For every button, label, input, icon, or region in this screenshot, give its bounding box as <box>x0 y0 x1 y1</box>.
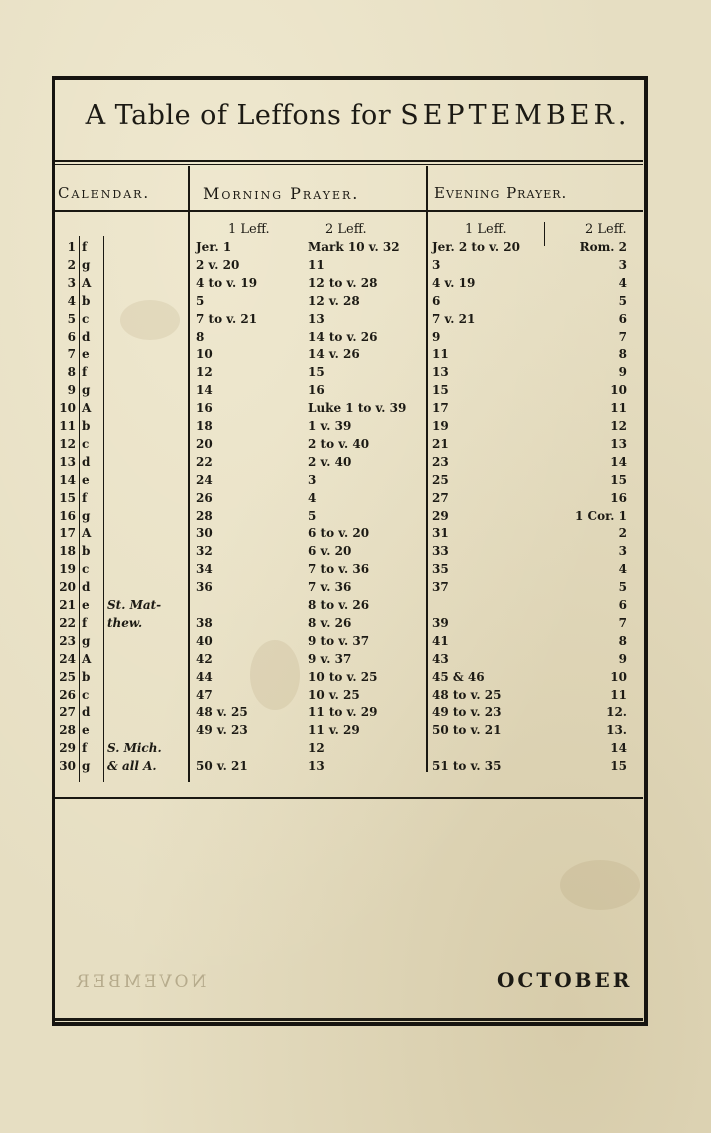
row-day-number: 15 <box>59 490 76 505</box>
row-dominical-letter: f <box>82 741 88 756</box>
subheader-morning-first: 1 Leff. <box>228 222 270 237</box>
row-morning-second-lesson: 16 <box>308 383 325 398</box>
row-evening-first-lesson: 23 <box>432 454 449 469</box>
row-day-number: 29 <box>59 741 76 756</box>
row-morning-first-lesson: 38 <box>196 615 213 630</box>
row-morning-first-lesson: 26 <box>196 490 213 505</box>
rule-under-table <box>55 797 643 799</box>
row-morning-second-lesson: 5 <box>308 508 317 523</box>
row-evening-first-lesson: 27 <box>432 490 449 505</box>
row-evening-first-lesson: 51 to v. 35 <box>432 759 502 774</box>
row-morning-first-lesson: 30 <box>196 526 213 541</box>
row-dominical-letter: e <box>82 472 90 487</box>
row-morning-second-lesson: 11 v. 29 <box>308 723 360 738</box>
row-day-number: 27 <box>59 705 76 720</box>
row-day-number: 12 <box>59 436 76 451</box>
row-morning-first-lesson: 49 v. 23 <box>196 723 248 738</box>
row-evening-second-lesson: 6 <box>618 311 627 326</box>
row-day-number: 9 <box>67 383 76 398</box>
row-day-number: 28 <box>59 723 76 738</box>
row-morning-second-lesson: 6 v. 20 <box>308 544 352 559</box>
row-dominical-letter: f <box>82 365 88 380</box>
row-day-number: 30 <box>59 759 76 774</box>
row-evening-first-lesson: 31 <box>432 526 449 541</box>
row-day-number: 10 <box>59 401 76 416</box>
rule-under-headers <box>55 210 643 212</box>
row-evening-second-lesson: 12. <box>606 705 627 720</box>
row-day-number: 21 <box>59 598 76 612</box>
row-evening-second-lesson: 13. <box>606 723 627 738</box>
row-dominical-letter: d <box>82 454 91 469</box>
subheader-evening-second: 2 Leff. <box>585 222 627 237</box>
header-morning-prayer: Morning Prayer. <box>203 184 360 203</box>
row-morning-first-lesson: Jer. 1 <box>196 240 232 254</box>
divider-calendar-morning <box>188 166 190 782</box>
row-morning-second-lesson: 14 to v. 26 <box>308 329 378 344</box>
row-morning-second-lesson: 11 <box>308 257 325 272</box>
row-evening-second-lesson: 4 <box>618 562 627 577</box>
row-dominical-letter: c <box>82 311 90 326</box>
rule-bottom <box>55 1018 643 1021</box>
row-evening-first-lesson: 49 to v. 23 <box>432 705 502 720</box>
row-day-number: 2 <box>67 257 76 272</box>
row-evening-second-lesson: 3 <box>618 257 627 272</box>
row-morning-second-lesson: 12 v. 28 <box>308 293 360 308</box>
row-morning-first-lesson: 20 <box>196 436 213 451</box>
row-evening-first-lesson: 45 & 46 <box>432 669 485 684</box>
row-day-number: 5 <box>67 311 76 326</box>
row-evening-first-lesson: 7 v. 21 <box>432 311 476 326</box>
row-evening-first-lesson: 33 <box>432 544 449 559</box>
row-evening-second-lesson: 8 <box>618 633 627 648</box>
row-evening-second-lesson: 6 <box>618 598 627 612</box>
row-morning-second-lesson: 8 to v. 26 <box>308 598 370 612</box>
row-morning-first-lesson: 47 <box>196 687 213 702</box>
row-day-number: 11 <box>59 419 76 433</box>
row-evening-second-lesson: 12 <box>610 419 627 433</box>
row-dominical-letter: e <box>82 598 90 612</box>
row-morning-second-lesson: 8 v. 26 <box>308 615 352 630</box>
page-title <box>52 100 664 131</box>
row-dominical-letter: e <box>82 347 90 362</box>
row-morning-second-lesson: 12 to v. 28 <box>308 275 378 290</box>
row-evening-second-lesson: 4 <box>618 275 627 290</box>
row-evening-second-lesson: 8 <box>618 347 627 362</box>
row-dominical-letter: g <box>82 508 91 523</box>
row-feast-name: & all A. <box>107 759 157 774</box>
rule-under-title-thin <box>55 164 643 165</box>
row-evening-second-lesson: Rom. 2 <box>579 240 627 254</box>
row-morning-second-lesson: Mark 10 v. 32 <box>308 240 400 254</box>
row-morning-second-lesson: 7 to v. 36 <box>308 562 370 577</box>
divider-day-letter <box>79 236 80 782</box>
row-day-number: 19 <box>59 562 76 577</box>
row-evening-second-lesson: 15 <box>610 759 627 774</box>
title-prefix: A Table of Leffons for <box>85 100 392 131</box>
row-morning-second-lesson: 13 <box>308 311 325 326</box>
row-dominical-letter: A <box>82 526 92 541</box>
row-dominical-letter: f <box>82 615 88 630</box>
row-morning-first-lesson: 12 <box>196 365 213 380</box>
row-dominical-letter: A <box>82 275 92 290</box>
row-morning-second-lesson: Luke 1 to v. 39 <box>308 401 407 416</box>
row-dominical-letter: e <box>82 723 90 738</box>
row-evening-first-lesson: 29 <box>432 508 449 523</box>
row-day-number: 25 <box>59 669 76 684</box>
row-evening-first-lesson: 6 <box>432 293 441 308</box>
row-evening-first-lesson: 41 <box>432 633 449 648</box>
row-morning-first-lesson: 28 <box>196 508 213 523</box>
row-morning-first-lesson: 36 <box>196 580 213 595</box>
row-evening-first-lesson: 9 <box>432 329 441 344</box>
row-dominical-letter: b <box>82 669 91 684</box>
row-evening-second-lesson: 5 <box>618 580 627 595</box>
row-evening-first-lesson: 13 <box>432 365 449 380</box>
row-dominical-letter: b <box>82 419 91 433</box>
row-evening-second-lesson: 16 <box>610 490 627 505</box>
row-morning-first-lesson: 8 <box>196 329 205 344</box>
row-day-number: 14 <box>59 472 76 487</box>
row-morning-second-lesson: 11 to v. 29 <box>308 705 378 720</box>
row-evening-first-lesson: 15 <box>432 383 449 398</box>
row-morning-first-lesson: 40 <box>196 633 213 648</box>
row-morning-first-lesson: 32 <box>196 544 213 559</box>
divider-morning-evening <box>426 166 428 772</box>
header-calendar: Calendar. <box>58 184 151 202</box>
row-dominical-letter: b <box>82 293 91 308</box>
row-morning-first-lesson: 34 <box>196 562 213 577</box>
row-dominical-letter: A <box>82 651 92 666</box>
row-morning-first-lesson: 10 <box>196 347 213 362</box>
row-morning-second-lesson: 14 v. 26 <box>308 347 360 362</box>
row-day-number: 23 <box>59 633 76 648</box>
row-dominical-letter: c <box>82 436 90 451</box>
row-morning-first-lesson: 14 <box>196 383 213 398</box>
row-day-number: 24 <box>59 651 76 666</box>
row-morning-first-lesson: 18 <box>196 419 213 433</box>
row-morning-first-lesson: 7 to v. 21 <box>196 311 258 326</box>
row-day-number: 26 <box>59 687 76 702</box>
row-evening-second-lesson: 10 <box>610 383 627 398</box>
row-evening-second-lesson: 14 <box>610 741 627 756</box>
row-morning-first-lesson: 24 <box>196 472 213 487</box>
row-evening-first-lesson: 21 <box>432 436 449 451</box>
row-dominical-letter: g <box>82 257 91 272</box>
row-morning-first-lesson: 16 <box>196 401 213 416</box>
row-morning-second-lesson: 12 <box>308 741 325 756</box>
row-morning-second-lesson: 7 v. 36 <box>308 580 352 595</box>
row-morning-first-lesson: 2 v. 20 <box>196 257 240 272</box>
row-morning-second-lesson: 6 to v. 20 <box>308 526 370 541</box>
row-evening-first-lesson: 39 <box>432 615 449 630</box>
row-morning-second-lesson: 2 to v. 40 <box>308 436 370 451</box>
row-dominical-letter: c <box>82 562 90 577</box>
row-dominical-letter: A <box>82 401 92 416</box>
subheader-evening-first: 1 Leff. <box>465 222 507 237</box>
row-morning-second-lesson: 4 <box>308 490 317 505</box>
row-morning-first-lesson: 48 v. 25 <box>196 705 248 720</box>
row-day-number: 8 <box>67 365 76 380</box>
row-dominical-letter: f <box>82 490 88 505</box>
row-dominical-letter: d <box>82 705 91 720</box>
catchword: OCTOBER <box>497 968 633 992</box>
row-dominical-letter: g <box>82 759 91 774</box>
subheader-morning-second: 2 Leff. <box>325 222 367 237</box>
row-evening-first-lesson: 43 <box>432 651 449 666</box>
row-evening-second-lesson: 2 <box>618 526 627 541</box>
row-evening-first-lesson: 4 v. 19 <box>432 275 476 290</box>
row-morning-first-lesson: 22 <box>196 454 213 469</box>
row-evening-first-lesson: 25 <box>432 472 449 487</box>
row-feast-name: S. Mich. <box>107 741 162 756</box>
row-day-number: 4 <box>67 293 76 308</box>
row-evening-first-lesson: 3 <box>432 257 441 272</box>
row-dominical-letter: c <box>82 687 90 702</box>
row-evening-first-lesson: 35 <box>432 562 449 577</box>
row-evening-second-lesson: 15 <box>610 472 627 487</box>
row-dominical-letter: b <box>82 544 91 559</box>
row-day-number: 6 <box>67 329 76 344</box>
row-evening-second-lesson: 11 <box>610 687 627 702</box>
row-morning-second-lesson: 15 <box>308 365 325 380</box>
row-morning-second-lesson: 2 v. 40 <box>308 454 352 469</box>
row-morning-second-lesson: 10 v. 25 <box>308 687 360 702</box>
row-dominical-letter: f <box>82 240 88 254</box>
row-evening-second-lesson: 3 <box>618 544 627 559</box>
row-dominical-letter: d <box>82 329 91 344</box>
row-day-number: 20 <box>59 580 76 595</box>
row-day-number: 3 <box>67 275 76 290</box>
row-dominical-letter: d <box>82 580 91 595</box>
row-dominical-letter: g <box>82 633 91 648</box>
row-day-number: 17 <box>59 526 76 541</box>
row-morning-first-lesson: 4 to v. 19 <box>196 275 258 290</box>
row-day-number: 16 <box>59 508 76 523</box>
row-evening-first-lesson: Jer. 2 to v. 20 <box>432 240 520 254</box>
row-day-number: 7 <box>67 347 76 362</box>
rule-under-title <box>55 160 643 162</box>
row-evening-second-lesson: 9 <box>618 365 627 380</box>
row-morning-second-lesson: 1 v. 39 <box>308 419 352 433</box>
row-day-number: 1 <box>67 240 76 254</box>
row-morning-second-lesson: 13 <box>308 759 325 774</box>
row-feast-name: St. Mat- <box>107 598 162 612</box>
row-morning-first-lesson: 5 <box>196 293 205 308</box>
row-day-number: 18 <box>59 544 76 559</box>
row-evening-second-lesson: 14 <box>610 454 627 469</box>
row-evening-first-lesson: 11 <box>432 347 449 362</box>
row-evening-first-lesson: 50 to v. 21 <box>432 723 502 738</box>
bleed-through-text: NOVEMBER <box>74 972 207 992</box>
row-morning-second-lesson: 10 to v. 25 <box>308 669 378 684</box>
row-evening-second-lesson: 10 <box>610 669 627 684</box>
row-evening-second-lesson: 1 Cor. 1 <box>574 508 627 523</box>
row-evening-first-lesson: 17 <box>432 401 449 416</box>
row-dominical-letter: g <box>82 383 91 398</box>
row-evening-second-lesson: 11 <box>610 401 627 416</box>
row-day-number: 22 <box>59 615 76 630</box>
row-morning-second-lesson: 9 to v. 37 <box>308 633 370 648</box>
row-morning-first-lesson: 50 v. 21 <box>196 759 248 774</box>
row-evening-second-lesson: 13 <box>610 436 627 451</box>
row-feast-name: thew. <box>107 615 143 630</box>
header-evening-prayer: Evening Prayer. <box>434 184 568 202</box>
row-evening-second-lesson: 5 <box>618 293 627 308</box>
row-morning-first-lesson: 44 <box>196 669 213 684</box>
divider-letter-feast <box>103 236 104 782</box>
row-evening-second-lesson: 9 <box>618 651 627 666</box>
row-morning-second-lesson: 3 <box>308 472 317 487</box>
row-evening-first-lesson: 37 <box>432 580 449 595</box>
row-evening-first-lesson: 48 to v. 25 <box>432 687 502 702</box>
title-month: SEPTEMBER. <box>400 100 631 131</box>
row-morning-first-lesson: 42 <box>196 651 213 666</box>
row-evening-first-lesson: 19 <box>432 419 449 433</box>
row-day-number: 13 <box>59 454 76 469</box>
row-evening-second-lesson: 7 <box>618 329 627 344</box>
row-morning-second-lesson: 9 v. 37 <box>308 651 352 666</box>
row-evening-second-lesson: 7 <box>618 615 627 630</box>
